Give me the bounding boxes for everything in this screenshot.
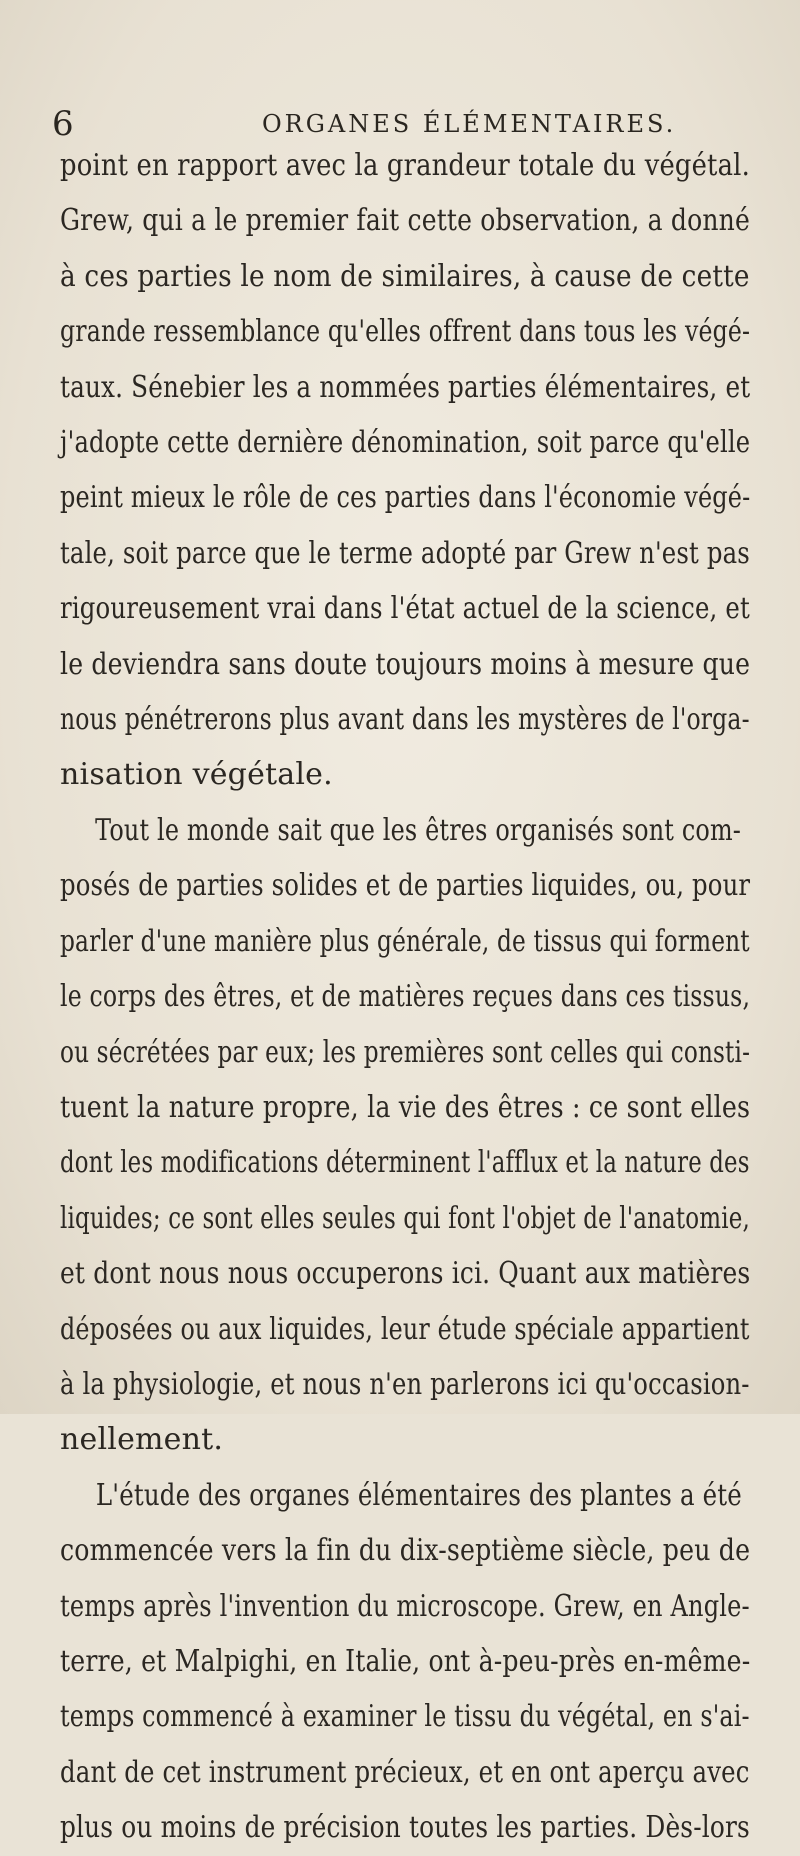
text-line: nisation végétale. [60,757,333,793]
text-line: commencée vers la fin du dix-septième siècle, peu de [60,1533,751,1569]
text-line: temps commencé à examiner le tissu du végétal, en s'ai- [60,1699,750,1735]
text-line: posés de parties solides et de parties liquides, ou, pour [60,868,751,904]
text-line: liquides; ce sont elles seules qui font l'objet de l'anatomie, [60,1200,750,1236]
paragraph-start-line: L'étude des organes élémentaires des plantes a été [95,1477,742,1513]
text-line: rigoureusement vrai dans l'état actuel de la science, et [60,591,750,627]
page-number: 6 [52,104,74,144]
text-line: et dont nous nous occuperons ici. Quant aux matières [60,1256,751,1292]
text-line: à ces parties le nom de similaires, à cause de cette [60,258,750,294]
text-line: nous pénétrerons plus avant dans les mystères de l'orga- [60,702,750,738]
text-line: le corps des êtres, et de matières reçues dans ces tissus, [60,979,751,1015]
text-line: ou sécrétées par eux; les premières sont celles qui consti- [60,1034,751,1070]
text-line: point en rapport avec la grandeur totale du végétal. [60,148,750,183]
text-line: nellement. [60,1422,224,1458]
text-line: j'adopte cette dernière dénomination, soit parce qu'elle [60,425,751,461]
text-line: dant de cet instrument précieux, et en ont aperçu avec [60,1754,750,1790]
text-line: plus ou moins de précision toutes les parties. Dès-lors [60,1810,750,1846]
text-line: terre, et Malpighi, en Italie, ont à-peu-près en-même- [60,1643,751,1679]
text-line: peint mieux le rôle de ces parties dans l'économie végé- [60,480,751,516]
text-line: tuent la nature propre, la vie des êtres : ce sont elles [60,1089,751,1125]
text-line: Grew, qui a le premier fait cette observation, a donné [60,203,750,239]
text-line: taux. Sénebier les a nommées parties élémentaires, et [60,369,751,405]
text-line: grande ressemblance qu'elles offrent dans tous les végé- [60,314,751,350]
running-head: ORGANES ÉLÉMENTAIRES. [262,110,677,138]
text-line: dont les modifications déterminent l'afflux et la nature des [60,1145,750,1181]
text-line: parler d'une manière plus générale, de tissus qui forment [60,923,750,959]
text-line: tale, soit parce que le terme adopté par Grew n'est pas [60,535,750,571]
text-line: le deviendra sans doute toujours moins à mesure que [60,646,751,682]
text-line: à la physiologie, et nous n'en parlerons ici qu'occasion- [60,1366,750,1402]
paragraph-start-line: Tout le monde sait que les êtres organisés sont com- [95,812,742,848]
text-line: temps après l'invention du microscope. Grew, en Angle- [60,1588,750,1624]
text-line: déposées ou aux liquides, leur étude spéciale appartient [60,1311,750,1347]
body-text [60,138,750,1856]
